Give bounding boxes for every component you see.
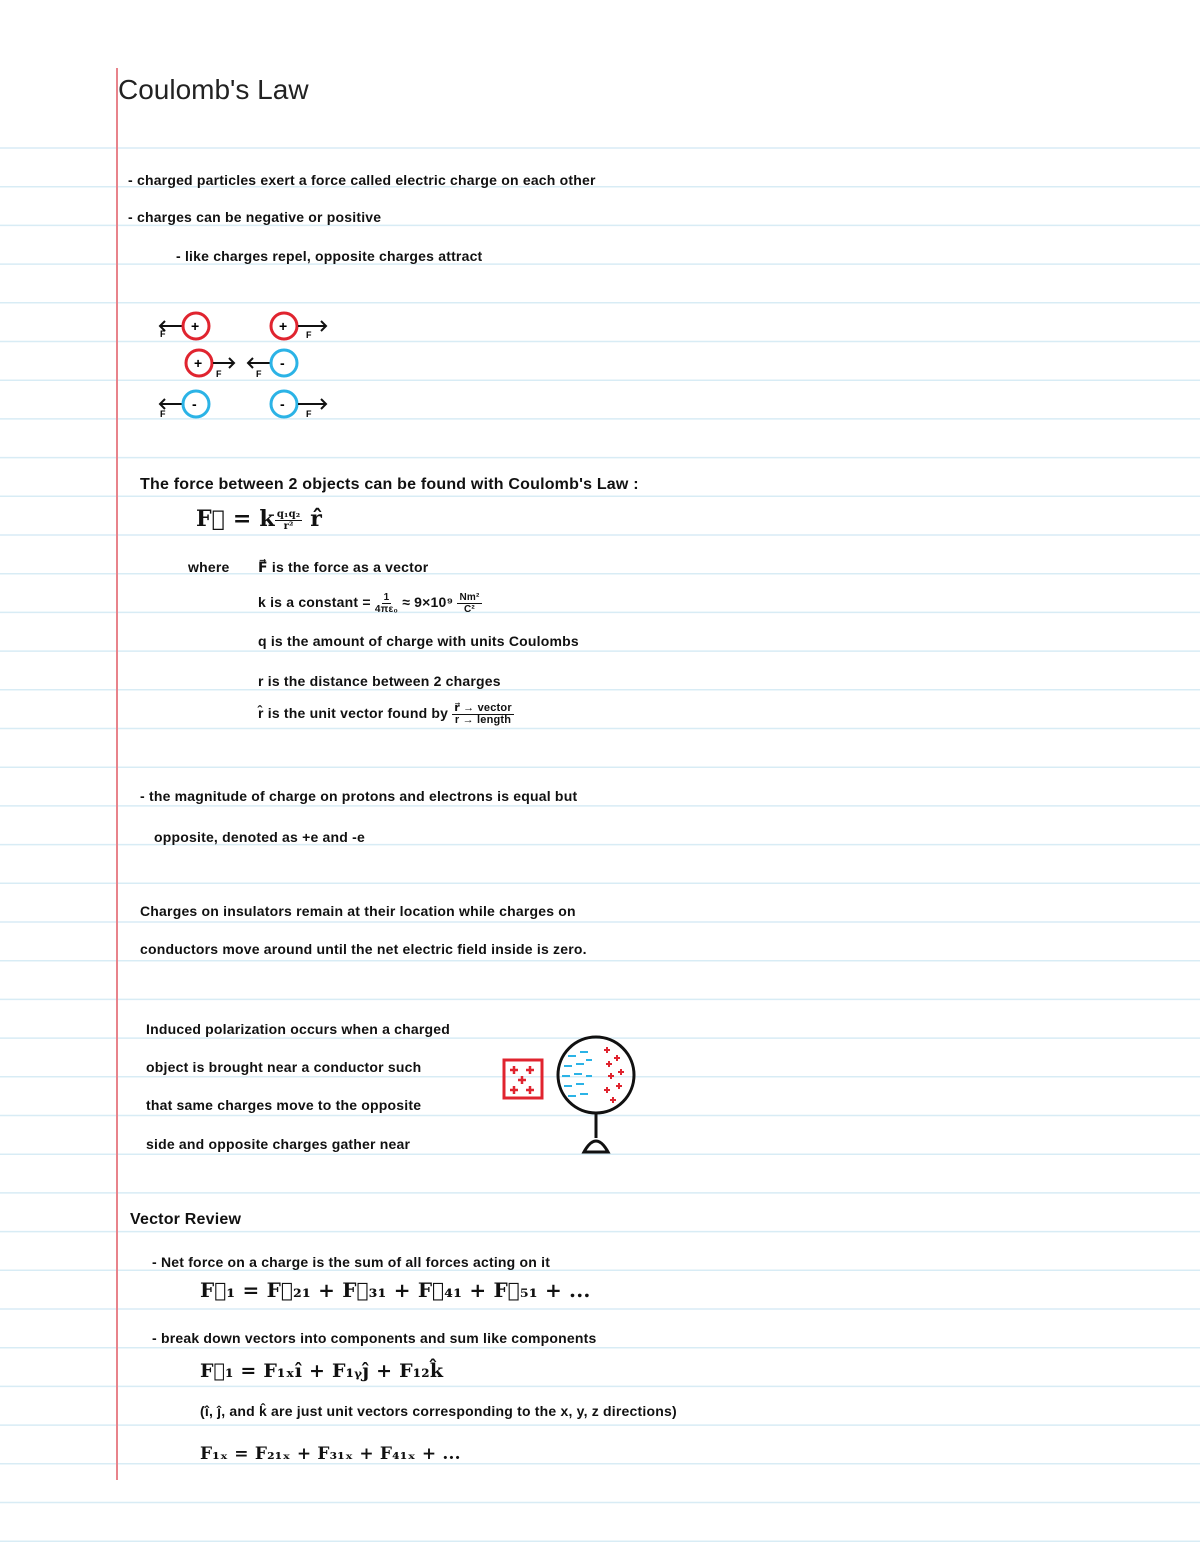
constant-label: k is a constant = xyxy=(258,594,371,611)
svg-text:F: F xyxy=(306,330,312,340)
formula-k: k xyxy=(259,506,275,532)
where-label: where xyxy=(188,559,230,575)
where-constant xyxy=(258,592,482,615)
where-distance: r is the distance between 2 charges xyxy=(258,673,501,689)
charged-object xyxy=(504,1060,542,1098)
magnitude-line-1: - the magnitude of charge on protons and electrons is equal but xyxy=(140,788,578,804)
formula-unit-vector: r̂ xyxy=(310,506,323,532)
constant-fraction-den: 4πε₀ xyxy=(374,604,399,615)
vector-review-net-force: - Net force on a charge is the sum of all forces acting on it xyxy=(152,1254,551,1270)
induced-polarization-diagram xyxy=(498,1030,644,1160)
vector-review-sum-formula: F⃗₁ = F⃗₂₁ + F⃗₃₁ + F⃗₄₁ + F⃗₅₁ + ... xyxy=(200,1278,591,1302)
polarization-line-3: that same charges move to the opposite xyxy=(146,1097,422,1113)
bullet-charges-sign: - charges can be negative or positive xyxy=(128,209,382,225)
svg-text:F: F xyxy=(256,369,262,379)
vector-review-unit-vectors: (î, ĵ, and k̂ are just unit vectors corresponding to the x, y, z directions) xyxy=(200,1403,677,1419)
where-charge: q is the amount of charge with units Coulombs xyxy=(258,633,579,649)
svg-text:F: F xyxy=(216,369,222,379)
formula-fraction xyxy=(275,509,303,532)
formula-numerator: q₁q₂ xyxy=(276,508,301,520)
vector-review-component-formula: F⃗₁ = F₁ₓî + F₁ᵧĵ + F₁₂k̂ xyxy=(200,1360,444,1382)
conductor-sphere xyxy=(558,1037,634,1113)
magnitude-line-2: opposite, denoted as +e and -e xyxy=(154,829,365,845)
vector-review-x-sum: F₁ₓ = F₂₁ₓ + F₃₁ₓ + F₄₁ₓ + ... xyxy=(200,1444,461,1464)
page-title: Coulomb's Law xyxy=(118,74,309,105)
bullet-charged-particles: - charged particles exert a force called electric charge on each other xyxy=(128,172,596,188)
charge-interaction-diagram xyxy=(150,305,350,425)
formula-lhs: F⃗ = xyxy=(196,506,252,532)
where-force: F⃗ is the force as a vector xyxy=(258,559,429,575)
constant-fraction-num: 1 xyxy=(383,592,390,603)
svg-text:-: - xyxy=(280,355,285,371)
where-unit-vector xyxy=(258,703,514,726)
formula-denominator: r² xyxy=(283,520,294,532)
unit-vector-num: r⃗ → vector xyxy=(454,702,512,714)
svg-text:+: + xyxy=(279,318,288,334)
constant-unit xyxy=(457,592,481,615)
constant-value: ≈ 9×10⁹ xyxy=(402,594,454,611)
unit-vector-den: r → length xyxy=(454,714,512,726)
svg-text:-: - xyxy=(192,396,197,412)
vector-review-components: - break down vectors into components and sum like components xyxy=(152,1330,597,1346)
constant-fraction xyxy=(375,592,398,615)
svg-text:+: + xyxy=(191,318,200,334)
unit-vector-label: r̂ is the unit vector found by xyxy=(258,705,449,722)
margin-line xyxy=(116,68,118,1480)
coulomb-formula xyxy=(196,506,322,532)
svg-text:-: - xyxy=(280,396,285,412)
coulomb-intro: The force between 2 objects can be found with Coulomb's Law : xyxy=(140,476,639,493)
row-positive-negative xyxy=(186,350,297,379)
insulators-line-1: Charges on insulators remain at their location while charges on xyxy=(140,903,576,919)
polarization-line-1: Induced polarization occurs when a charged xyxy=(146,1021,451,1037)
svg-text:F: F xyxy=(160,409,166,419)
unit-vector-fraction xyxy=(452,703,514,726)
bullet-like-charges: - like charges repel, opposite charges attract xyxy=(176,248,483,264)
polarization-line-2: object is brought near a conductor such xyxy=(146,1059,422,1075)
svg-text:+: + xyxy=(194,355,203,371)
constant-unit-den: C² xyxy=(464,604,475,615)
row-negative-negative xyxy=(160,391,326,419)
svg-text:F: F xyxy=(160,329,166,339)
constant-unit-num: Nm² xyxy=(459,592,480,603)
vector-review-heading: Vector Review xyxy=(130,1211,242,1228)
row-positive-positive xyxy=(160,313,326,340)
polarization-line-4: side and opposite charges gather near xyxy=(146,1136,411,1152)
conductor-stand xyxy=(584,1113,608,1152)
insulators-line-2: conductors move around until the net electric field inside is zero. xyxy=(140,941,587,957)
svg-text:F: F xyxy=(306,409,312,419)
